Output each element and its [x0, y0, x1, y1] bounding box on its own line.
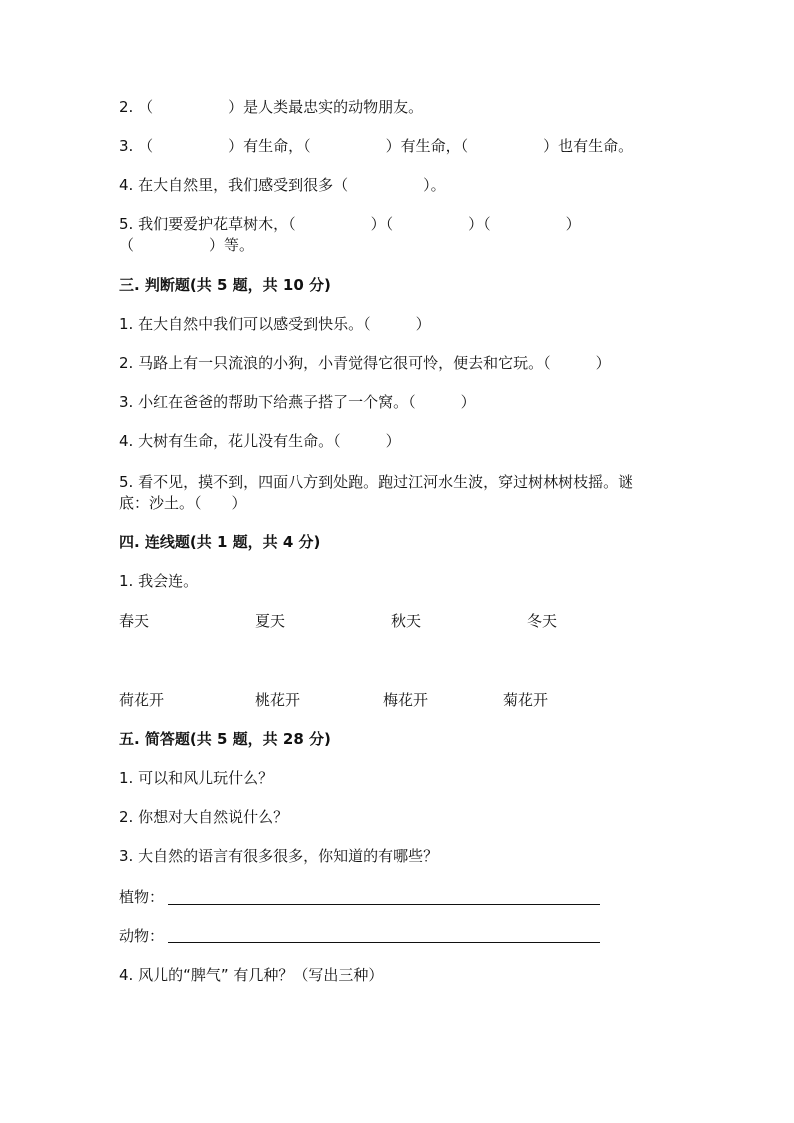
season-item: 夏天: [255, 612, 286, 630]
plants-label: 植物：: [119, 888, 165, 906]
question-3-5-line1: 5. 看不见，摸不到，四面八方到处跑。跑过江河水生波，穿过树林树枝摇。谜: [119, 473, 634, 491]
question-3-5-line2: 底：沙土。（ ）: [119, 494, 247, 512]
question-3-3: 3. 小红在爸爸的帮助下给燕子搭了一个窝。（ ）: [119, 393, 476, 411]
question-2-5-line2: （ ）等。: [119, 236, 255, 254]
question-5-4: 4. 风儿的“脾气” 有几种？（写出三种）: [119, 966, 384, 984]
flower-item: 菊花开: [503, 691, 549, 709]
season-item: 春天: [119, 612, 150, 630]
flower-item: 梅花开: [383, 691, 429, 709]
season-item: 秋天: [391, 612, 422, 630]
flower-item: 荷花开: [119, 691, 165, 709]
question-5-3: 3. 大自然的语言有很多很多，你知道的有哪些？: [119, 847, 439, 865]
question-5-2: 2. 你想对大自然说什么？: [119, 808, 289, 826]
section-5-heading: 五. 简答题(共 5 题，共 28 分): [119, 730, 331, 748]
question-5-1: 1. 可以和风儿玩什么？: [119, 769, 274, 787]
section-3-heading: 三. 判断题(共 5 题，共 10 分): [119, 276, 331, 294]
question-2-3: 3. （ ）有生命，（ ）有生命，（ ）也有生命。: [119, 137, 634, 155]
season-item: 冬天: [527, 612, 558, 630]
question-2-5-line1: 5. 我们要爱护花草树木，（ ）（ ）（ ）: [119, 215, 581, 233]
question-2-4: 4. 在大自然里，我们感受到很多（ ）。: [119, 176, 446, 194]
plants-answer-line: [168, 904, 600, 905]
animals-answer-line: [168, 942, 600, 943]
flower-item: 桃花开: [255, 691, 301, 709]
question-3-4: 4. 大树有生命，花儿没有生命。（ ）: [119, 432, 401, 450]
question-4-1: 1. 我会连。: [119, 572, 199, 590]
question-3-1: 1. 在大自然中我们可以感受到快乐。（ ）: [119, 315, 431, 333]
section-4-heading: 四. 连线题(共 1 题，共 4 分): [119, 533, 321, 551]
question-3-2: 2. 马路上有一只流浪的小狗，小青觉得它很可怜，便去和它玩。（ ）: [119, 354, 611, 372]
question-2-2: 2. （ ）是人类最忠实的动物朋友。: [119, 98, 424, 116]
animals-label: 动物：: [119, 927, 165, 945]
